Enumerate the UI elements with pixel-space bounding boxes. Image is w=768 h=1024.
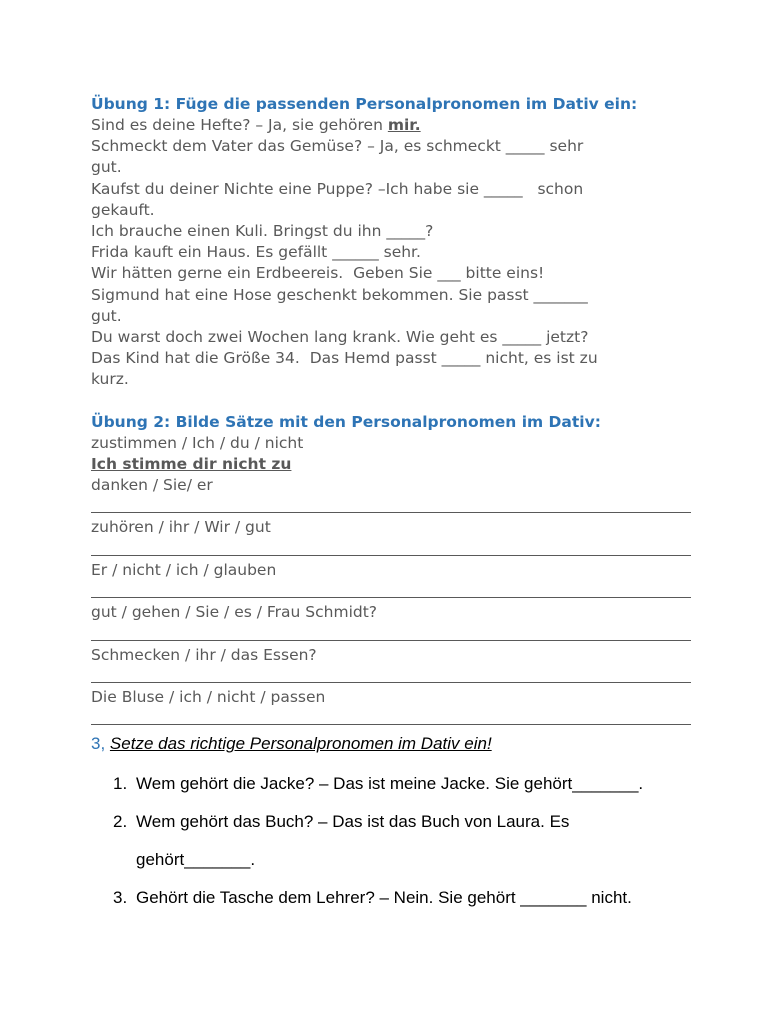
exercise-2-prompt: gut / gehen / Sie / es / Frau Schmidt? xyxy=(91,603,378,622)
exercise-1-line: gut. xyxy=(91,158,122,177)
exercise-3-title: Setze das richtige Personalpronomen im Dativ ein! xyxy=(109,734,492,754)
answer-line[interactable] xyxy=(91,666,681,687)
list-item-text: Wem gehört das Buch? – Das ist das Buch von Laura. Es xyxy=(136,812,570,832)
list-item xyxy=(91,803,681,841)
list-item-continuation xyxy=(91,841,681,879)
list-item-text: Gehört die Tasche dem Lehrer? – Nein. Sie gehört _______ nicht. xyxy=(136,888,632,908)
answer-line[interactable] xyxy=(91,496,681,517)
answer-line[interactable] xyxy=(91,581,681,602)
exercise-3-number: 3, xyxy=(91,734,106,754)
exercise-1 xyxy=(91,94,681,391)
exercise-3-list xyxy=(91,765,681,917)
exercise-2-prompt: Die Bluse / ich / nicht / passen xyxy=(91,688,326,706)
exercise-2-title: Übung 2: Bilde Sätze mit den Personalpronomen im Dativ: xyxy=(91,412,601,431)
exercise-2 xyxy=(91,412,681,730)
answer-line[interactable] xyxy=(91,539,681,560)
list-item-text: gehört_______. xyxy=(136,850,256,870)
exercise-1-line: Wir hätten gerne ein Erdbeereis. Geben Sie ___ bitte eins! xyxy=(91,264,545,283)
exercise-2-example-answer: Ich stimme dir nicht zu xyxy=(91,454,292,473)
exercise-1-title: Übung 1: Füge die passenden Personalpronomen im Dativ ein: xyxy=(91,95,638,113)
exercise-1-line: gekauft. xyxy=(91,200,155,219)
exercise-2-prompt: zuhören / ihr / Wir / gut xyxy=(91,518,271,537)
list-item-number: 3. xyxy=(113,888,128,908)
worksheet-content xyxy=(91,94,681,917)
exercise-1-line: Kaufst du deiner Nichte eine Puppe? –Ich habe sie _____ schon xyxy=(91,179,584,198)
list-item-text: Wem gehört die Jacke? – Das ist meine Jacke. Sie gehört_______. xyxy=(136,774,644,794)
exercise-1-line: gut. xyxy=(91,306,122,325)
exercise-1-line: kurz. xyxy=(91,370,129,389)
exercise-1-line: Sigmund hat eine Hose geschenkt bekommen. Sie passt _______ xyxy=(91,285,588,304)
exercise-2-prompt: danken / Sie/ er xyxy=(91,476,213,495)
list-item-number: 2. xyxy=(113,812,128,832)
exercise-1-line1-prefix: Sind es deine Hefte? – Ja, sie gehören xyxy=(91,116,388,134)
exercise-1-line: Du warst doch zwei Wochen lang krank. Wie geht es _____ jetzt? xyxy=(91,328,589,347)
exercise-3-heading xyxy=(91,731,681,757)
list-item xyxy=(91,879,681,917)
exercise-1-line: Das Kind hat die Größe 34. Das Hemd passt _____ nicht, es ist zu xyxy=(91,349,598,368)
list-item xyxy=(91,765,681,803)
exercise-1-line: Ich brauche einen Kuli. Bringst du ihn _____? xyxy=(91,222,434,241)
exercise-3 xyxy=(91,731,681,917)
answer-line[interactable] xyxy=(91,623,681,644)
list-item-number: 1. xyxy=(113,774,128,794)
exercise-1-line xyxy=(91,115,681,136)
exercise-1-line: Frida kauft ein Haus. Es gefällt ______ sehr. xyxy=(91,243,421,262)
answer-line[interactable] xyxy=(91,708,681,729)
exercise-1-example-answer: mir. xyxy=(387,116,421,134)
exercise-2-example-prompt: zustimmen / Ich / du / nicht xyxy=(91,433,304,452)
exercise-1-line: Schmeckt dem Vater das Gemüse? – Ja, es schmeckt _____ sehr xyxy=(91,137,584,156)
exercise-2-prompt: Er / nicht / ich / glauben xyxy=(91,560,277,579)
exercise-2-prompt: Schmecken / ihr / das Essen? xyxy=(91,645,317,664)
